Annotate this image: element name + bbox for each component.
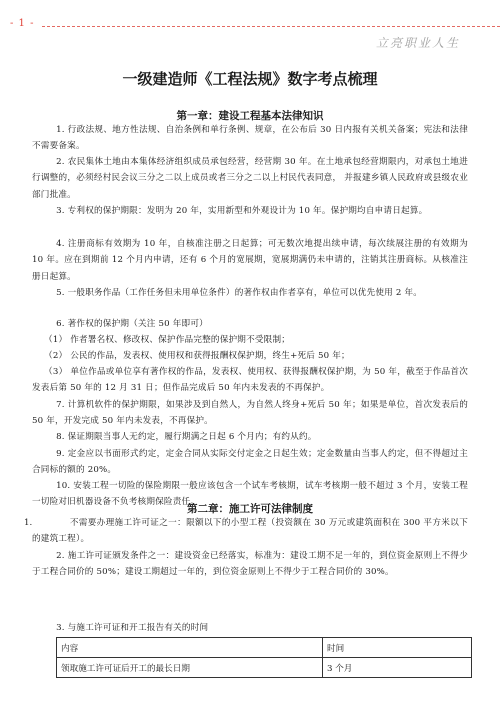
chapter1-item-1: 1. 行政法规、地方性法规、自治条例和单行条例、规章，在公布后 30 日内报有关机关备案；宪法和法律不需要备案。 bbox=[32, 125, 468, 152]
chapter1-item-5: 5. 一般职务作品（工作任务但未用单位条件）的著作权由作者享有，单位可以优先使用 2 年。 bbox=[56, 288, 423, 298]
chapter2-item-1-marker: 1. bbox=[24, 518, 33, 528]
chapter2-title: 第二章：施工许可法律制度 bbox=[187, 503, 313, 515]
chapter1-item-10: 10. 安装工程一切险的保险期限一般应该包含一个试车考核期，试车考核期一般不超过 3 个月，安装工程一切险对旧机器设备不负考核期保险责任。 bbox=[32, 481, 468, 508]
chapter1-item-3: 3. 专利权的保护期限：发明为 20 年，实用新型和外观设计为 10 年。保护期均自申请日起算。 bbox=[56, 206, 428, 216]
table-header-cell: 内容 bbox=[57, 638, 323, 658]
chapter1-item-7: 7. 计算机软件的保护期限，如果涉及到自然人，为自然人终身+死后 50 年；如果是单位，首次发表后的 50 年，开发完成 50 年内未发表，不再保护。 bbox=[32, 400, 468, 427]
chapter1-item-4: 4. 注册商标有效期为 10 年，自核准注册之日起算；可无数次地提出续申请，每次续展注册的有效期为 10 年。应在到期前 12 个月内申请，还有 6 个月的宽展期，宽展期满仍未申请的，注销其注册商标。从核准注册日起算。 bbox=[32, 239, 468, 282]
document-title: 一级建造师《工程法规》数字考点梳理 bbox=[122, 70, 378, 88]
brand-watermark: 立亮职业人生 bbox=[375, 36, 460, 50]
page-number: - 1 - bbox=[10, 18, 35, 29]
chapter1-item-9: 9. 定金应以书面形式约定，定金合同从实际交付定金之日起生效；定金数量由当事人约定，但不得超过主合同标的额的 20%。 bbox=[32, 449, 468, 476]
chapter1-item-6: 6. 著作权的保护期（关注 50 年即可） bbox=[56, 319, 208, 329]
chapter2-item-1: 不需要办理施工许可证之一：限额以下的小型工程（投资额在 30 万元或建筑面积在 300 平方米以下的建筑工程）。 bbox=[32, 518, 468, 545]
chapter1-item-6-1: （1） 作者署名权、修改权、保护作品完整的保护期不受限制； bbox=[44, 335, 291, 345]
chapter1-item-6-3: （3） 单位作品或单位享有著作权的作品，发表权、使用权、获得报酬权保护期，为 50 年，截至于作品首次发表后第 50 年的 12 月 31 日；但作品完成后 50 年内未发表的不再保护。 bbox=[32, 367, 468, 394]
table-row bbox=[57, 658, 472, 678]
time-table bbox=[56, 637, 472, 678]
chapter1-title: 第一章：建设工程基本法律知识 bbox=[176, 110, 324, 122]
table-header-row bbox=[57, 638, 472, 658]
table-cell: 领取施工许可证后开工的最长日期 bbox=[57, 658, 323, 678]
chapter1-item-6-2: （2） 公民的作品，发表权、使用权和获得报酬权保护期，终生+死后 50 年； bbox=[44, 351, 350, 361]
header-divider bbox=[42, 26, 500, 27]
table-cell: 3 个月 bbox=[323, 658, 472, 678]
chapter1-item-2: 2. 农民集体土地由本集体经济组织成员承包经营，经营期 30 年。在土地承包经营期限内，对承包土地进行调整的，必须经村民会议三分之二以上成员或者三分之二以上村民代表同意， 并报建乡镇人民政府或县级农业部门批准。 bbox=[32, 157, 468, 200]
chapter2-item-3: 3. 与施工许可证和开工报告有关的时间 bbox=[56, 623, 209, 633]
chapter2-item-2: 2. 施工许可证颁发条件之一：建设资金已经落实，标准为：建设工期不足一年的，到位资金原则上不得少于工程合同价的 50%；建设工期超过一年的，到位资金原则上不得少于工程合同价的 30%。 bbox=[32, 551, 468, 578]
table-header-cell: 时间 bbox=[323, 638, 472, 658]
chapter1-item-8: 8. 保证期限当事人无约定，履行期满之日起 6 个月内；有约从约。 bbox=[56, 432, 317, 442]
